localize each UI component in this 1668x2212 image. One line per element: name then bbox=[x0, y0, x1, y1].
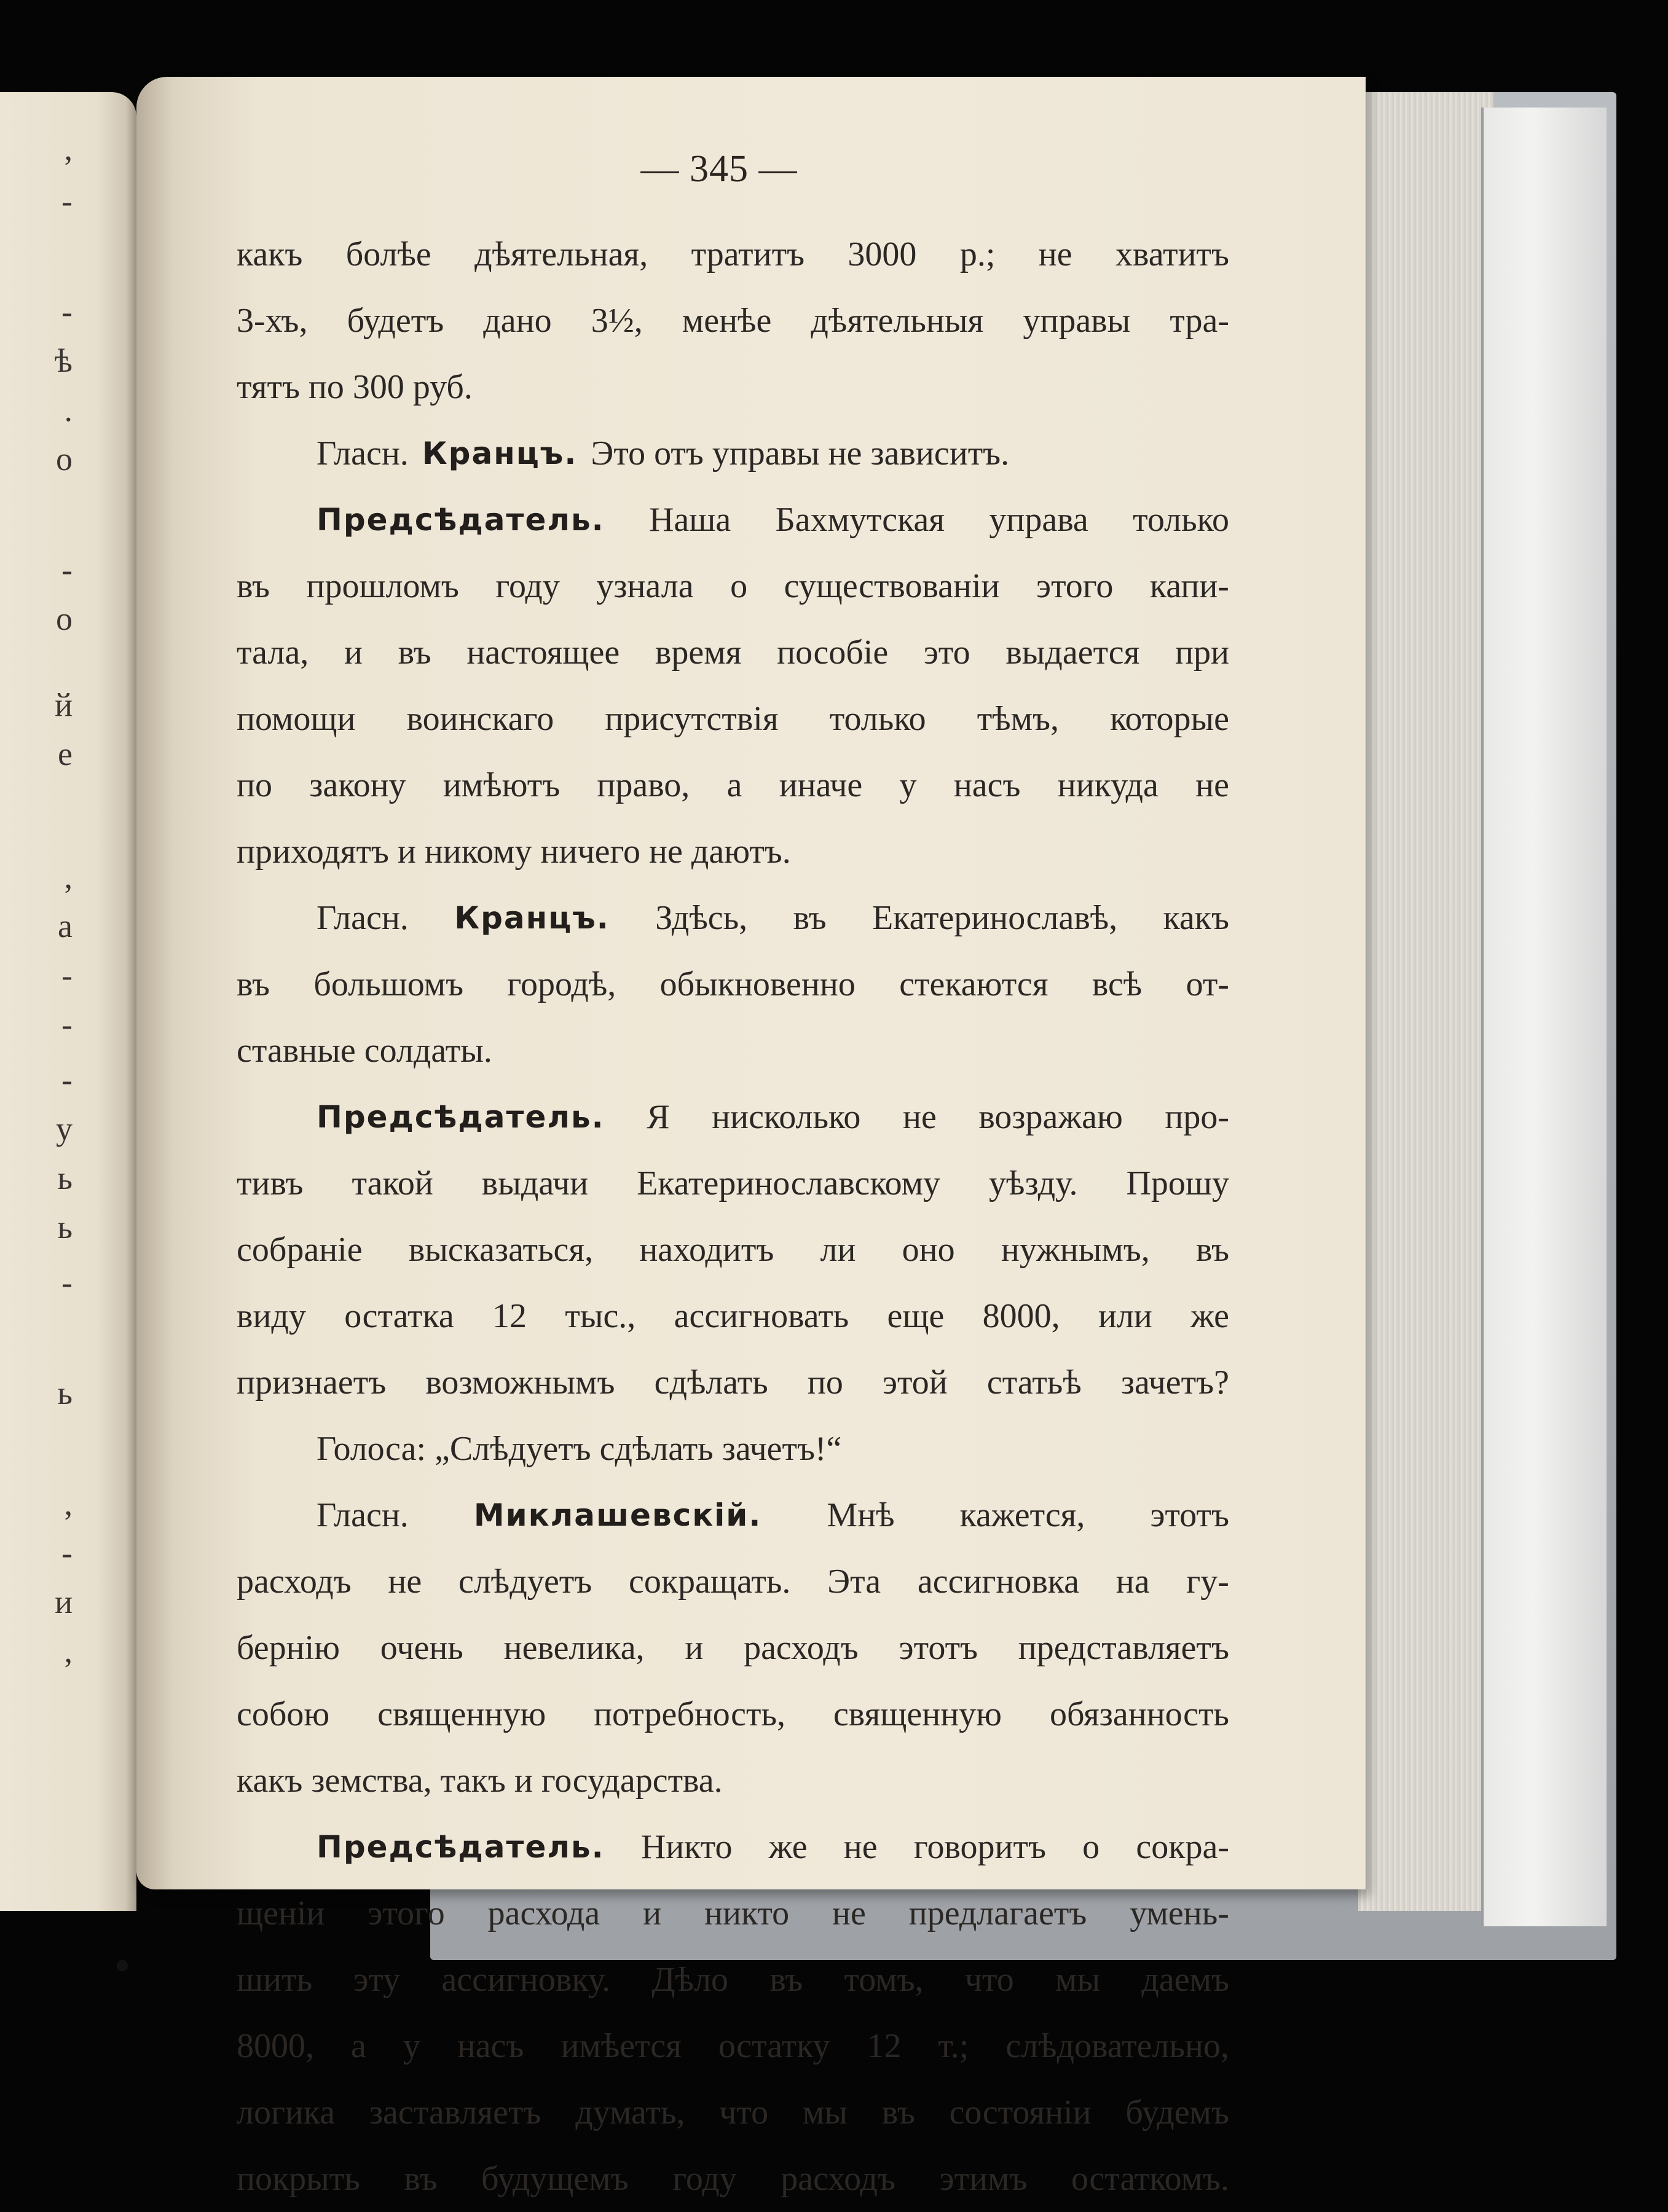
line-word: только bbox=[1133, 501, 1229, 539]
line-word: 8000, bbox=[237, 2027, 314, 2065]
left-page-fragment: ь bbox=[57, 1209, 73, 1245]
line-word: обязанность bbox=[1049, 1695, 1229, 1733]
speaker-prefix: Гласн. bbox=[317, 434, 409, 473]
speaker-prefix: Гласн. bbox=[317, 899, 409, 937]
page-text bbox=[237, 221, 1229, 2212]
line-word: прошломъ bbox=[306, 567, 459, 605]
line-word: насъ bbox=[457, 2027, 524, 2065]
speaker-name: Предсѣдатель. bbox=[317, 1829, 605, 1865]
left-page-fragment: й bbox=[55, 686, 73, 723]
line-word: какъ bbox=[237, 235, 303, 273]
line-word: потребность, bbox=[594, 1695, 786, 1733]
text-line bbox=[237, 752, 1229, 818]
left-page-fragment: , bbox=[64, 1485, 73, 1522]
text-line bbox=[237, 1880, 1229, 1947]
line-word: управы bbox=[1023, 302, 1131, 340]
line-word: ассигновка bbox=[917, 1563, 1080, 1601]
line-word: большомъ bbox=[313, 965, 464, 1003]
line-word: не bbox=[1038, 235, 1072, 273]
line-word: кажется, bbox=[959, 1496, 1085, 1534]
line-word: священную bbox=[377, 1695, 546, 1733]
line-word: насъ bbox=[953, 766, 1021, 804]
line-word: заставляетъ bbox=[369, 2093, 541, 2132]
line-word: помощи bbox=[237, 700, 356, 738]
line-word: томъ, bbox=[844, 1961, 924, 1999]
line-word: эту bbox=[353, 1961, 401, 1999]
line-word: что bbox=[719, 2093, 769, 2132]
line-word: на bbox=[1115, 1563, 1150, 1601]
line-word: Здѣсь, bbox=[655, 899, 748, 937]
line-word: тратитъ bbox=[691, 235, 805, 273]
line-word: году bbox=[495, 567, 560, 605]
line-word: говоритъ bbox=[913, 1828, 1046, 1866]
line-word: въ bbox=[237, 567, 270, 605]
line-word: въ bbox=[1195, 1231, 1229, 1269]
line-word: гу- bbox=[1186, 1563, 1229, 1601]
line-word: не bbox=[1195, 766, 1229, 804]
left-page-fragment: у bbox=[56, 1110, 73, 1147]
line-word: представляетъ bbox=[1018, 1629, 1229, 1667]
line-word: статьѣ bbox=[986, 1363, 1082, 1402]
line-word: дѣятельная, bbox=[474, 235, 648, 273]
text-line bbox=[237, 885, 1229, 951]
text-line bbox=[237, 1615, 1229, 1681]
line-word: не bbox=[388, 1563, 422, 1601]
left-page-fragment: , bbox=[64, 858, 73, 895]
text-line bbox=[237, 487, 1229, 553]
text-line bbox=[237, 288, 1229, 354]
line-word: право, bbox=[597, 766, 690, 804]
text-line bbox=[237, 553, 1229, 619]
left-page-fragment: и bbox=[55, 1583, 73, 1620]
text-line bbox=[237, 1217, 1229, 1283]
line-word: по bbox=[807, 1363, 843, 1402]
line-word: ассигновать bbox=[674, 1297, 849, 1335]
left-page-fragment: ь bbox=[57, 1375, 73, 1411]
text-line bbox=[237, 818, 1229, 885]
text-line bbox=[237, 686, 1229, 752]
line-word: Я bbox=[647, 1098, 670, 1136]
line-word: уѣзду. bbox=[989, 1164, 1078, 1202]
line-text: какъ земства, такъ и государства. bbox=[237, 1762, 723, 1800]
left-page-fragment: о bbox=[56, 600, 73, 637]
line-word: будемъ bbox=[1125, 2093, 1229, 2132]
line-word: 3½, bbox=[591, 302, 643, 340]
line-word: от- bbox=[1186, 965, 1229, 1003]
line-word: присутствія bbox=[605, 700, 779, 738]
text-line bbox=[237, 1150, 1229, 1217]
line-word: возможнымъ bbox=[425, 1363, 615, 1402]
line-word: священную bbox=[833, 1695, 1002, 1733]
line-word: покрыть bbox=[237, 2160, 360, 2198]
line-word: не bbox=[843, 1828, 878, 1866]
line-word: же bbox=[1190, 1297, 1229, 1335]
line-word: ассигновку. bbox=[441, 1961, 611, 1999]
line-word: находитъ bbox=[639, 1231, 774, 1269]
line-text: приходятъ и никому ничего не даютъ. bbox=[237, 833, 791, 871]
line-word: 3000 bbox=[848, 235, 917, 273]
line-word: расхода bbox=[487, 1894, 600, 1932]
line-word: 8000, bbox=[982, 1297, 1060, 1335]
line-word: о bbox=[730, 567, 748, 605]
line-word: собраніе bbox=[237, 1231, 363, 1269]
line-word: въ bbox=[881, 2093, 915, 2132]
line-word: Бахмутская bbox=[775, 501, 945, 539]
left-page-fragment: - bbox=[61, 1534, 73, 1571]
line-word: дѣятельныя bbox=[811, 302, 984, 340]
line-word: капи- bbox=[1149, 567, 1229, 605]
line-word: существованіи bbox=[784, 567, 1000, 605]
line-word: въ bbox=[398, 633, 431, 672]
line-word: р.; bbox=[959, 235, 996, 273]
line-word: только bbox=[829, 700, 926, 738]
line-word: расходъ bbox=[237, 1563, 352, 1601]
line-word: и bbox=[643, 1894, 662, 1932]
line-word: состояніи bbox=[949, 2093, 1092, 2132]
line-word: еще bbox=[887, 1297, 945, 1335]
line-word: предлагаетъ bbox=[908, 1894, 1087, 1932]
line-word: пособіе bbox=[777, 633, 889, 672]
line-word: даемъ bbox=[1141, 1961, 1229, 1999]
line-word: въ bbox=[237, 965, 270, 1003]
text-line bbox=[237, 2146, 1229, 2212]
text-line bbox=[237, 221, 1229, 288]
line-word: о bbox=[1082, 1828, 1100, 1866]
line-word: мы bbox=[1055, 1961, 1101, 1999]
line-word: всѣ bbox=[1092, 965, 1143, 1003]
line-word: а bbox=[726, 766, 742, 804]
speaker-name: Предсѣдатель. bbox=[317, 1099, 605, 1135]
line-word: городѣ, bbox=[507, 965, 616, 1003]
line-word: Никто bbox=[640, 1828, 733, 1866]
line-word: про- bbox=[1165, 1098, 1229, 1136]
left-page-fragment: ѣ bbox=[54, 342, 73, 379]
line-word: остатка bbox=[344, 1297, 454, 1335]
line-text: Голоса: „Слѣдуетъ сдѣлать зачетъ!“ bbox=[317, 1430, 842, 1468]
line-word: же bbox=[768, 1828, 808, 1866]
line-word: выдается bbox=[1005, 633, 1140, 672]
line-word: закону bbox=[309, 766, 406, 804]
speaker-name: Миклашевскій. bbox=[473, 1497, 762, 1533]
line-word: не bbox=[902, 1098, 937, 1136]
line-word: управа bbox=[989, 501, 1088, 539]
line-word: въ bbox=[769, 1961, 803, 1999]
text-line bbox=[237, 1482, 1229, 1548]
line-word: ли bbox=[820, 1231, 856, 1269]
page-number: — 345 — bbox=[640, 148, 798, 190]
left-page-fragment: о bbox=[56, 441, 73, 477]
text-line bbox=[237, 2079, 1229, 2146]
text-line bbox=[237, 1283, 1229, 1349]
line-word: тивъ bbox=[237, 1164, 304, 1202]
line-word: бернію bbox=[237, 1629, 340, 1667]
line-word: году bbox=[672, 2160, 737, 2198]
line-word: а bbox=[350, 2027, 366, 2065]
line-word: никто bbox=[704, 1894, 790, 1932]
line-word: иначе bbox=[779, 766, 863, 804]
text-line bbox=[237, 1814, 1229, 1880]
line-word: очень bbox=[380, 1629, 463, 1667]
line-word: Эта bbox=[827, 1563, 881, 1601]
line-word: или bbox=[1098, 1297, 1152, 1335]
line-word: возражаю bbox=[978, 1098, 1123, 1136]
line-word: Екатеринославскому bbox=[637, 1164, 941, 1202]
line-word: сдѣлать bbox=[654, 1363, 768, 1402]
line-word: остатку bbox=[718, 2027, 830, 2065]
line-text: ставные солдаты. bbox=[237, 1032, 492, 1070]
scan-speck bbox=[117, 1960, 128, 1971]
line-word: воинскаго bbox=[406, 700, 554, 738]
speaker-name: Предсѣдатель. bbox=[317, 502, 605, 538]
line-word: тѣмъ, bbox=[977, 700, 1059, 738]
line-word: щеніи bbox=[237, 1894, 325, 1932]
text-line bbox=[237, 951, 1229, 1018]
line-word: какъ bbox=[1163, 899, 1229, 937]
line-word: умень- bbox=[1130, 1894, 1229, 1932]
line-word: мы bbox=[802, 2093, 848, 2132]
left-page-fragment: - bbox=[61, 182, 73, 219]
line-word: никуда bbox=[1057, 766, 1159, 804]
line-word: логика bbox=[237, 2093, 336, 2132]
line-word: этотъ bbox=[899, 1629, 978, 1667]
line-word: расходъ bbox=[781, 2160, 895, 2198]
line-word: 3-хъ, bbox=[237, 302, 308, 340]
line-word: т.; bbox=[938, 2027, 969, 2065]
line-word: слѣдуетъ bbox=[458, 1563, 592, 1601]
line-word: слѣдовательно, bbox=[1005, 2027, 1229, 2065]
line-word: у bbox=[899, 766, 917, 804]
line-word: дано bbox=[483, 302, 552, 340]
line-word: шить bbox=[237, 1961, 313, 1999]
speaker-name: Кранцъ. bbox=[422, 436, 578, 471]
text-line bbox=[237, 1747, 1229, 1814]
speaker-prefix: Гласн. bbox=[317, 1496, 409, 1534]
text-line bbox=[237, 2013, 1229, 2079]
line-word: время bbox=[655, 633, 742, 672]
line-word: будущемъ bbox=[481, 2160, 629, 2198]
line-word: нужнымъ, bbox=[1001, 1231, 1150, 1269]
left-page bbox=[0, 92, 136, 1911]
left-page-fragment: е bbox=[58, 735, 73, 772]
line-word: и bbox=[685, 1629, 704, 1667]
line-word: у bbox=[403, 2027, 420, 2065]
line-word: этой bbox=[883, 1363, 948, 1402]
left-page-fragment: - bbox=[61, 1061, 73, 1098]
line-word: тала, bbox=[237, 633, 309, 672]
line-word: зачетъ? bbox=[1120, 1363, 1229, 1402]
line-word: этого bbox=[1036, 567, 1114, 605]
text-line bbox=[237, 1349, 1229, 1416]
back-board bbox=[1481, 108, 1607, 1926]
text-line bbox=[237, 619, 1229, 686]
text-line bbox=[237, 420, 1229, 487]
line-word: этотъ bbox=[1150, 1496, 1229, 1534]
line-word: настоящее bbox=[466, 633, 620, 672]
line-word: при bbox=[1175, 633, 1229, 672]
text-line bbox=[237, 1548, 1229, 1615]
line-word: не bbox=[832, 1894, 866, 1932]
line-word: думать, bbox=[575, 2093, 685, 2132]
line-word: и bbox=[344, 633, 363, 672]
speaker-name: Кранцъ. bbox=[454, 900, 610, 936]
line-word: что bbox=[964, 1961, 1014, 1999]
left-page-fragment: . bbox=[64, 391, 73, 428]
line-word: Наша bbox=[648, 501, 731, 539]
line-word: невелика, bbox=[503, 1629, 645, 1667]
line-word: стекаются bbox=[899, 965, 1048, 1003]
line-word: выдачи bbox=[481, 1164, 589, 1202]
line-word: тра- bbox=[1170, 302, 1229, 340]
line-word: собою bbox=[237, 1695, 330, 1733]
line-word: виду bbox=[237, 1297, 306, 1335]
left-page-fragment: а bbox=[58, 908, 73, 944]
line-word: этимъ bbox=[939, 2160, 1028, 2198]
left-page-fragment: - bbox=[61, 957, 73, 994]
left-page-fragment: - bbox=[61, 1264, 73, 1301]
line-word: Мнѣ bbox=[827, 1496, 895, 1534]
line-word: Дѣло bbox=[651, 1961, 728, 1999]
text-line bbox=[237, 354, 1229, 420]
line-word: Прошу bbox=[1126, 1164, 1229, 1202]
line-word: этого bbox=[368, 1894, 445, 1932]
left-page-fragment: - bbox=[61, 293, 73, 330]
text-line bbox=[237, 1416, 1229, 1482]
line-word: сокра- bbox=[1136, 1828, 1229, 1866]
line-word: Екатеринославѣ, bbox=[872, 899, 1118, 937]
left-page-fragment: , bbox=[64, 130, 73, 167]
line-word: имѣется bbox=[561, 2027, 682, 2065]
line-word: хватитъ bbox=[1115, 235, 1229, 273]
line-word: въ bbox=[793, 899, 827, 937]
line-word: тыс., bbox=[565, 1297, 636, 1335]
line-word: болѣе bbox=[345, 235, 431, 273]
line-word: 12 bbox=[492, 1297, 527, 1335]
line-word: расходъ bbox=[744, 1629, 859, 1667]
left-page-fragment: ь bbox=[57, 1159, 73, 1196]
text-line bbox=[237, 1084, 1229, 1150]
line-word: обыкновенно bbox=[659, 965, 856, 1003]
line-text: тятъ по 300 руб. bbox=[237, 368, 473, 406]
left-page-fragment: , bbox=[64, 1633, 73, 1669]
line-word: менѣе bbox=[682, 302, 772, 340]
page-edges bbox=[1358, 92, 1493, 1911]
line-word: будетъ bbox=[347, 302, 444, 340]
line-word: признаетъ bbox=[237, 1363, 387, 1402]
line-word: это bbox=[923, 633, 970, 672]
line-word: оно bbox=[902, 1231, 955, 1269]
line-word: имѣютъ bbox=[443, 766, 561, 804]
left-page-fragment: - bbox=[61, 1006, 73, 1043]
line-word: узнала bbox=[596, 567, 694, 605]
line-word: по bbox=[237, 766, 272, 804]
line-word: такой bbox=[352, 1164, 433, 1202]
line-word: въ bbox=[404, 2160, 438, 2198]
left-page-fragment: - bbox=[61, 551, 73, 588]
line-word: остаткомъ. bbox=[1071, 2160, 1229, 2198]
line-word: нисколько bbox=[712, 1098, 861, 1136]
text-line bbox=[237, 1018, 1229, 1084]
text-line bbox=[237, 1947, 1229, 2013]
line-word: высказаться, bbox=[408, 1231, 594, 1269]
line-word: сокращать. bbox=[628, 1563, 791, 1601]
left-page-text-fragments bbox=[0, 92, 111, 1911]
line-text: Это отъ управы не зависитъ. bbox=[591, 434, 1010, 473]
line-word: которые bbox=[1110, 700, 1229, 738]
text-line bbox=[237, 1681, 1229, 1747]
line-word: 12 bbox=[867, 2027, 902, 2065]
